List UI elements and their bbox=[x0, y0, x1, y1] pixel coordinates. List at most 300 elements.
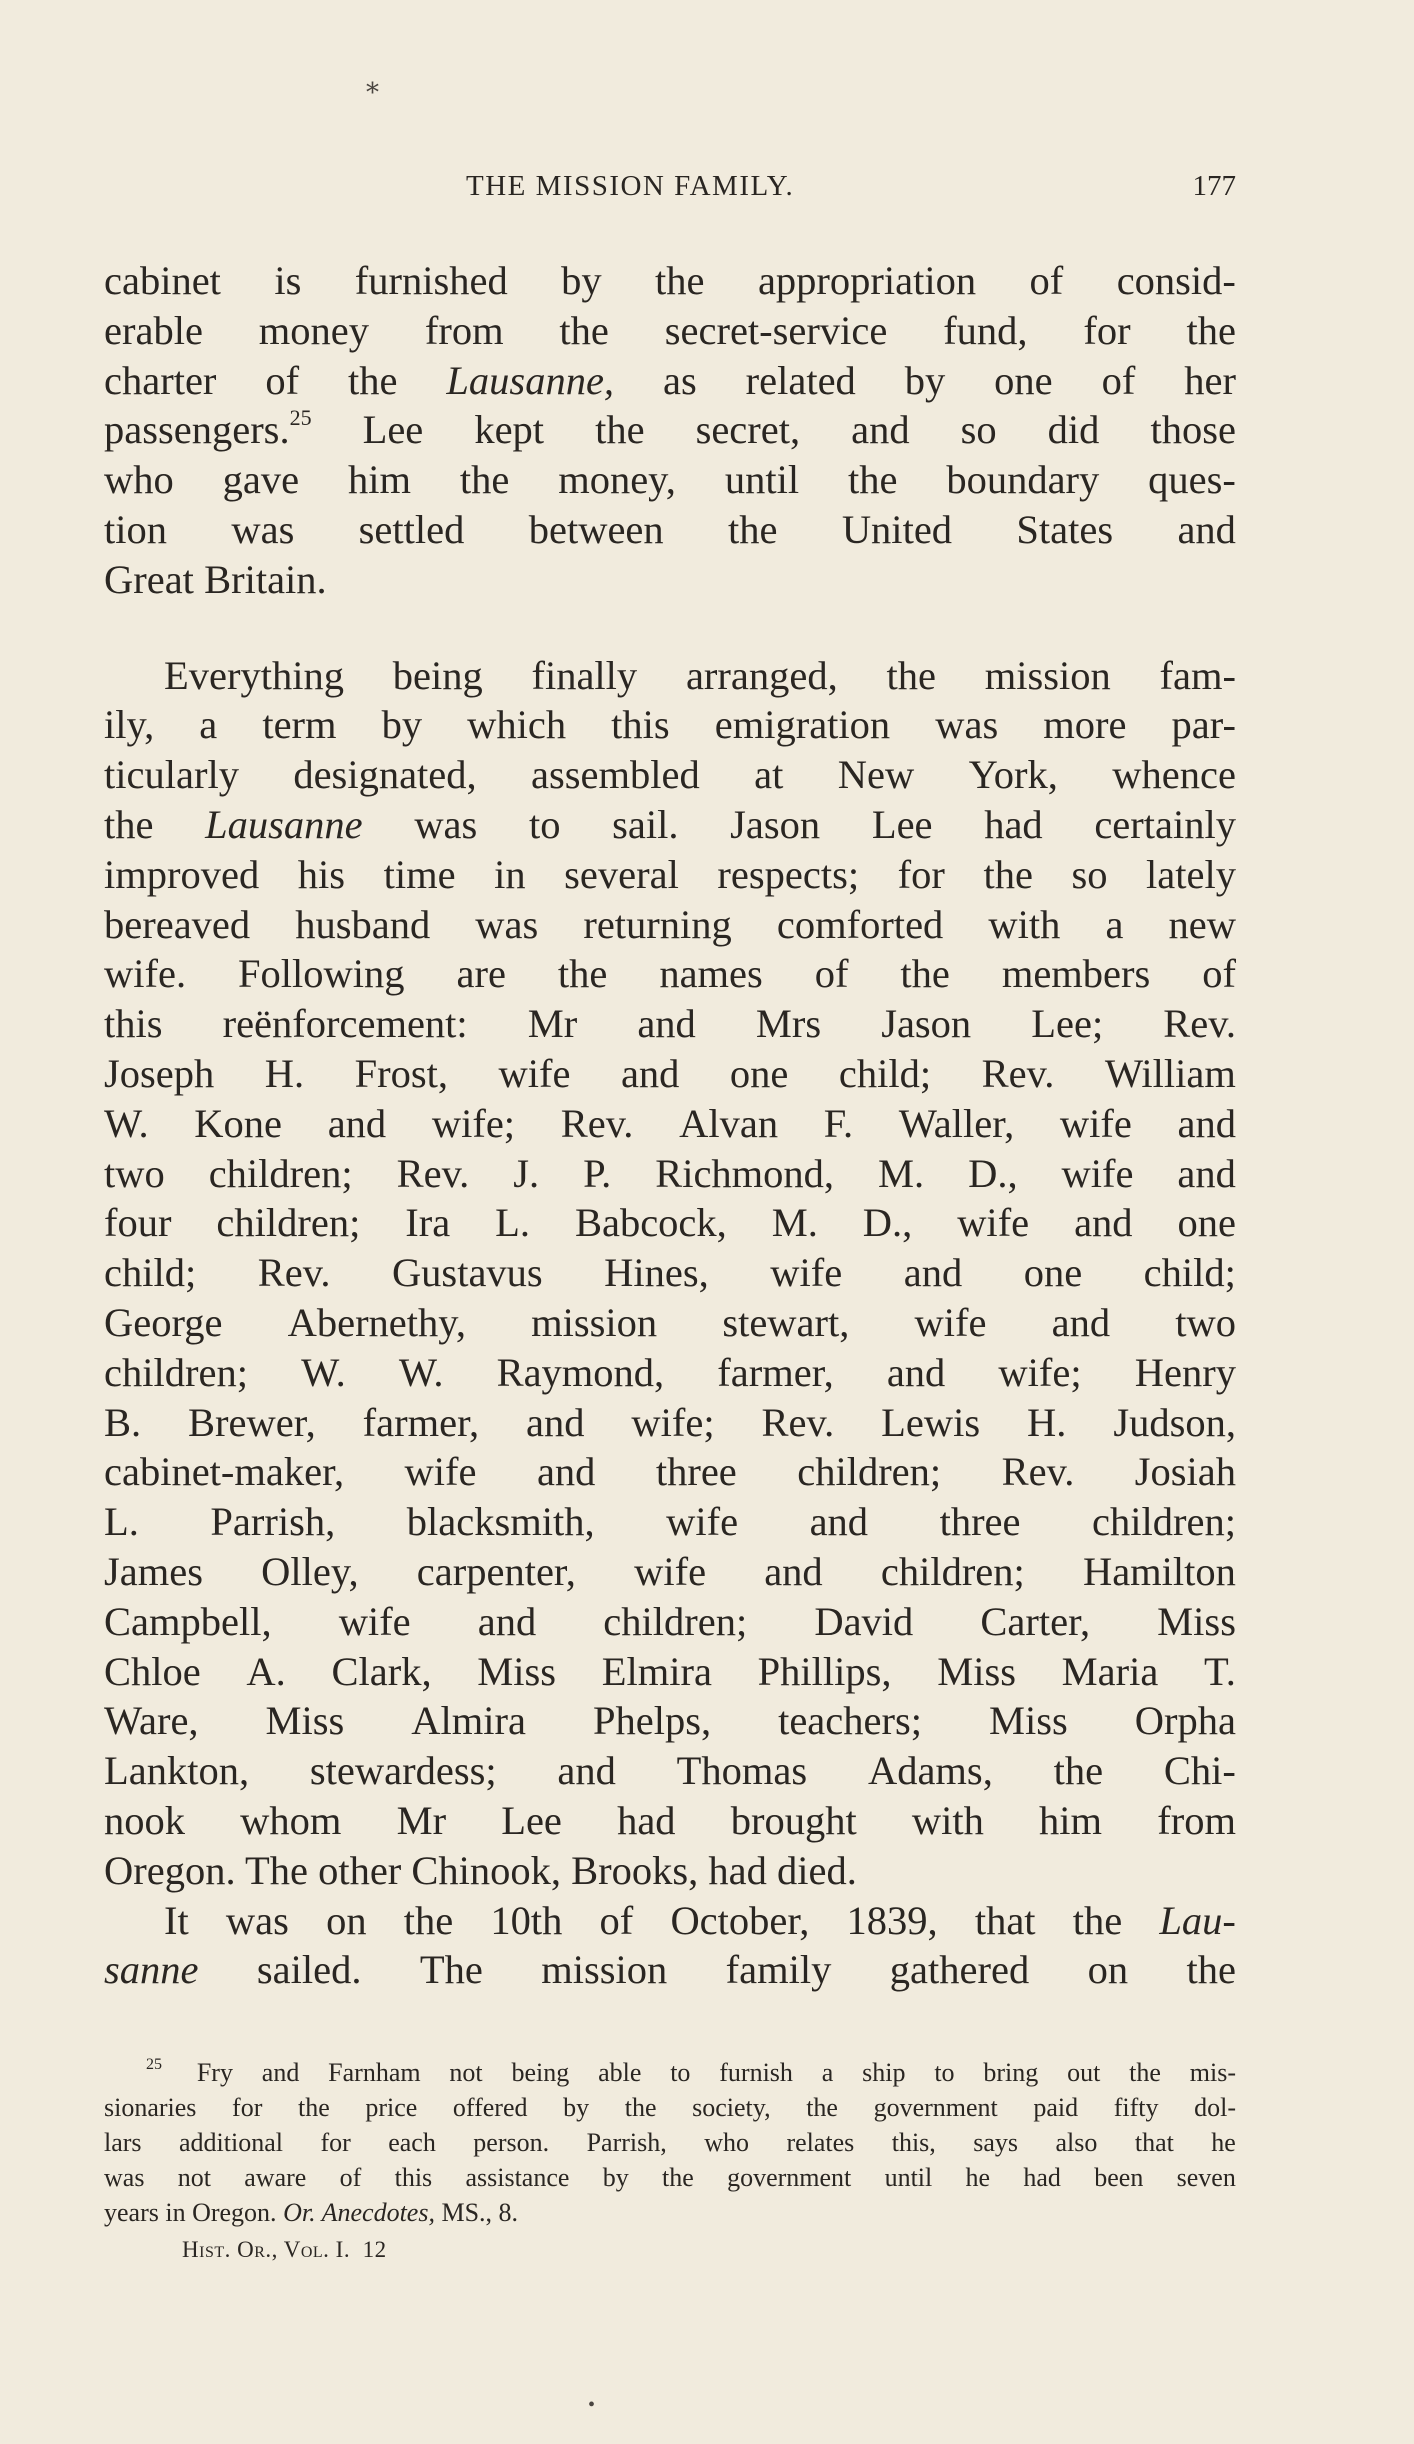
word: Parrish, bbox=[210, 1499, 336, 1545]
word: stewardess; bbox=[309, 1748, 497, 1794]
word: Orpha bbox=[1134, 1698, 1236, 1744]
word: whom bbox=[240, 1797, 342, 1843]
word: wife bbox=[1059, 1100, 1132, 1146]
signature-mark bbox=[182, 2237, 387, 2263]
word: Miss bbox=[937, 1648, 1016, 1694]
word: the bbox=[806, 2093, 838, 2122]
word: cabinet-maker, bbox=[104, 1449, 345, 1495]
ship-name: sanne bbox=[104, 1947, 199, 1993]
word: by bbox=[381, 702, 423, 748]
word: and bbox=[886, 1349, 946, 1395]
word: Clark, bbox=[331, 1648, 432, 1694]
word: mission bbox=[531, 1299, 658, 1345]
word: nook bbox=[104, 1797, 185, 1843]
word: furnish bbox=[719, 2058, 793, 2087]
word: Rev. bbox=[396, 1150, 470, 1196]
word: this bbox=[394, 2163, 433, 2192]
word: Josiah bbox=[1134, 1449, 1236, 1495]
text-line bbox=[104, 1049, 1236, 1099]
word: one bbox=[729, 1050, 789, 1096]
word: certainly bbox=[1094, 801, 1236, 847]
word: was bbox=[935, 702, 999, 748]
word: Maria bbox=[1061, 1648, 1159, 1694]
word: one bbox=[1023, 1250, 1083, 1296]
word: designated, bbox=[293, 752, 477, 798]
word: lately bbox=[1146, 851, 1236, 897]
word: Phelps, bbox=[592, 1698, 712, 1744]
word: who bbox=[104, 457, 174, 503]
word: furnished bbox=[354, 258, 508, 303]
word: Mr bbox=[396, 1797, 447, 1843]
word: term bbox=[262, 702, 337, 748]
word: and bbox=[477, 1598, 537, 1644]
word: that bbox=[974, 1897, 1036, 1943]
word: assembled bbox=[531, 752, 700, 798]
word: a bbox=[199, 702, 218, 748]
footnote-line bbox=[104, 2055, 1236, 2090]
word: Frost, bbox=[354, 1050, 448, 1096]
word: and bbox=[327, 1100, 387, 1146]
word: consid- bbox=[1116, 258, 1236, 303]
word: George bbox=[104, 1299, 223, 1345]
word: bring bbox=[983, 2058, 1039, 2087]
word: and bbox=[525, 1399, 585, 1445]
word: Mr bbox=[527, 1001, 578, 1047]
word: from bbox=[424, 307, 504, 353]
word: Phillips, bbox=[757, 1648, 892, 1694]
word: returning bbox=[583, 901, 732, 947]
word: fund, bbox=[943, 307, 1028, 353]
word: Rev. bbox=[1163, 1001, 1236, 1047]
word: each bbox=[388, 2128, 436, 2157]
word: improved bbox=[104, 851, 260, 897]
word: and bbox=[637, 1001, 696, 1047]
word: the bbox=[104, 801, 154, 847]
word: wife. bbox=[104, 951, 187, 997]
word: Lee; bbox=[1031, 1001, 1104, 1047]
word: blacksmith, bbox=[406, 1499, 595, 1545]
word: related bbox=[745, 357, 856, 403]
word: ship bbox=[862, 2058, 906, 2087]
word: Rev. bbox=[1001, 1449, 1075, 1495]
word: money bbox=[258, 307, 369, 353]
word: a bbox=[1105, 901, 1124, 947]
footnote-source: Or. Anecdotes, bbox=[283, 2198, 435, 2227]
footnote-line bbox=[104, 2160, 1236, 2195]
word: and bbox=[851, 407, 910, 453]
word-with-ref bbox=[104, 405, 312, 455]
word: stewart, bbox=[722, 1299, 850, 1345]
word: and bbox=[557, 1748, 616, 1794]
word: Miss bbox=[265, 1698, 345, 1744]
word: three bbox=[655, 1449, 737, 1495]
word: the bbox=[624, 2093, 657, 2122]
word: Lankton, bbox=[104, 1748, 250, 1794]
word: fam- bbox=[1159, 652, 1236, 698]
word: 10th bbox=[490, 1897, 563, 1943]
word: wife bbox=[634, 1548, 707, 1594]
text-line bbox=[104, 306, 1236, 356]
word: one bbox=[994, 357, 1053, 403]
word: L. bbox=[495, 1200, 531, 1246]
word: brought bbox=[730, 1797, 857, 1843]
word: cabinet bbox=[104, 258, 221, 303]
word: family bbox=[725, 1947, 832, 1993]
word: Gustavus bbox=[391, 1250, 543, 1296]
text-line bbox=[104, 800, 1236, 850]
word: W. bbox=[301, 1349, 346, 1395]
word: P. bbox=[583, 1150, 612, 1196]
word: Alvan bbox=[679, 1100, 779, 1146]
word: Chi- bbox=[1163, 1748, 1236, 1794]
text-line bbox=[104, 1796, 1236, 1846]
word: until bbox=[884, 2163, 933, 2192]
word: and bbox=[620, 1050, 680, 1096]
word: wife bbox=[1061, 1150, 1134, 1196]
word: fifty bbox=[1113, 2093, 1159, 2122]
word: with bbox=[911, 1797, 984, 1843]
word: Jason bbox=[730, 801, 821, 847]
word: ticularly bbox=[104, 752, 239, 798]
word: to bbox=[934, 2058, 955, 2087]
word: Carter, bbox=[980, 1598, 1091, 1644]
word: several bbox=[564, 851, 679, 897]
text-line bbox=[104, 1896, 1236, 1946]
footnote-line bbox=[104, 2090, 1236, 2125]
word: the bbox=[886, 652, 936, 698]
word: secret-service bbox=[664, 307, 888, 353]
print-mark-bottom: • bbox=[588, 2394, 596, 2416]
word: child; bbox=[838, 1050, 932, 1096]
word: the bbox=[348, 357, 398, 403]
word: Everything bbox=[164, 652, 344, 698]
text-line bbox=[104, 1198, 1236, 1248]
word: gathered bbox=[889, 1947, 1030, 1993]
text-line bbox=[104, 256, 1236, 306]
text-line bbox=[104, 1248, 1236, 1298]
word: and bbox=[261, 2058, 300, 2087]
word: wife bbox=[666, 1499, 739, 1545]
word: and bbox=[764, 1548, 823, 1594]
ship-name: Lausanne, bbox=[446, 357, 615, 403]
word: W. bbox=[104, 1100, 149, 1146]
word: so bbox=[960, 407, 997, 453]
word: Olley, bbox=[261, 1548, 359, 1594]
word: did bbox=[1047, 407, 1100, 453]
word: him bbox=[347, 457, 411, 503]
word: for bbox=[320, 2128, 351, 2157]
word: sail. bbox=[612, 801, 679, 847]
word: new bbox=[1168, 901, 1236, 947]
word: wife bbox=[404, 1449, 477, 1495]
word: wife; bbox=[431, 1100, 516, 1146]
word: of bbox=[265, 357, 300, 403]
word: at bbox=[754, 752, 784, 798]
word: Henry bbox=[1134, 1349, 1236, 1395]
word: this bbox=[611, 702, 670, 748]
word: two bbox=[1175, 1299, 1236, 1345]
word: Lee bbox=[362, 407, 424, 453]
word: T. bbox=[1204, 1648, 1236, 1694]
word: says bbox=[973, 2128, 1019, 2157]
text-line bbox=[104, 900, 1236, 950]
signature-number: 12 bbox=[362, 2237, 387, 2262]
word: is bbox=[274, 258, 302, 303]
word: children; bbox=[603, 1598, 748, 1644]
word: was bbox=[104, 2163, 145, 2192]
text-line bbox=[104, 1099, 1236, 1149]
word: Lee bbox=[501, 1797, 562, 1843]
word: been bbox=[1094, 2163, 1144, 2192]
word: New bbox=[837, 752, 915, 798]
word: passengers. bbox=[104, 407, 290, 453]
word: Fry bbox=[196, 2058, 233, 2087]
word: for bbox=[897, 851, 945, 897]
footnote-line bbox=[104, 2125, 1236, 2160]
word: Campbell, bbox=[104, 1598, 272, 1644]
word: being bbox=[511, 2058, 570, 2087]
word: price bbox=[365, 2093, 418, 2122]
footnote-ref: 25 bbox=[289, 405, 312, 431]
word: boundary bbox=[946, 457, 1100, 503]
text-line bbox=[104, 750, 1236, 800]
word: carpenter, bbox=[416, 1548, 576, 1594]
word: was bbox=[225, 1897, 289, 1943]
text-line bbox=[104, 700, 1236, 750]
word: names bbox=[659, 951, 763, 997]
word: the bbox=[559, 307, 609, 353]
footnote-text: years in Oregon. bbox=[104, 2198, 277, 2227]
word: Rev. bbox=[560, 1100, 634, 1146]
word: a bbox=[821, 2058, 834, 2087]
text-line bbox=[104, 1746, 1236, 1796]
word: secret, bbox=[695, 407, 801, 453]
word: wife bbox=[498, 1050, 571, 1096]
word: those bbox=[1150, 407, 1236, 453]
word: Judson, bbox=[1113, 1399, 1236, 1445]
word: Elmira bbox=[601, 1648, 712, 1694]
text-line bbox=[104, 651, 1236, 701]
text-line bbox=[104, 455, 1236, 505]
word: assistance bbox=[465, 2163, 570, 2192]
word: and bbox=[536, 1449, 596, 1495]
word: the bbox=[1186, 307, 1236, 353]
word: so bbox=[1071, 851, 1108, 897]
word: Ira bbox=[405, 1200, 451, 1246]
word: the bbox=[1186, 1947, 1236, 1993]
text-line bbox=[104, 1647, 1236, 1697]
word: Almira bbox=[411, 1698, 526, 1744]
word: kept bbox=[474, 407, 545, 453]
word: and bbox=[1177, 1100, 1236, 1146]
word: W. bbox=[398, 1349, 444, 1395]
word: Rev. bbox=[257, 1250, 331, 1296]
word: children; bbox=[880, 1548, 1025, 1594]
word: to bbox=[528, 801, 561, 847]
footnote-mark: 25 bbox=[146, 2056, 162, 2073]
word: D., bbox=[862, 1200, 913, 1246]
word: Parrish, bbox=[586, 2128, 667, 2157]
word: Abernethy, bbox=[287, 1299, 467, 1345]
word: Kone bbox=[194, 1100, 283, 1146]
word: until bbox=[724, 457, 800, 503]
word: Raymond, bbox=[496, 1349, 665, 1395]
word: par- bbox=[1171, 702, 1236, 748]
word: seven bbox=[1176, 2163, 1236, 2192]
word: that bbox=[1134, 2128, 1174, 2157]
word: the bbox=[297, 2093, 330, 2122]
word: the bbox=[900, 951, 950, 997]
word: children; bbox=[104, 1349, 248, 1395]
word: comforted bbox=[776, 901, 944, 947]
word: emigration bbox=[714, 702, 891, 748]
word: the bbox=[655, 258, 705, 303]
word: Brewer, bbox=[188, 1399, 316, 1445]
word: wife; bbox=[998, 1349, 1082, 1395]
word: Rev. bbox=[761, 1399, 835, 1445]
word: his bbox=[297, 851, 346, 897]
running-head-title: THE MISSION FAMILY. bbox=[466, 170, 795, 202]
word: had bbox=[984, 801, 1043, 847]
word: tion bbox=[104, 506, 168, 552]
word: the bbox=[847, 457, 898, 503]
word: in bbox=[494, 851, 526, 897]
word: mission bbox=[541, 1947, 668, 1993]
word: The bbox=[419, 1947, 483, 1993]
word: mis- bbox=[1189, 2058, 1236, 2087]
word: not bbox=[449, 2058, 483, 2087]
word: out bbox=[1067, 2058, 1101, 2087]
word: and bbox=[903, 1250, 963, 1296]
word: Farnham bbox=[328, 2058, 421, 2087]
word: government bbox=[873, 2093, 998, 2122]
word: the bbox=[1072, 1897, 1123, 1943]
word: Mrs bbox=[755, 1001, 822, 1047]
word: ily, bbox=[104, 702, 155, 748]
word: Rev. bbox=[981, 1050, 1055, 1096]
word: mission bbox=[984, 652, 1111, 698]
text-line bbox=[104, 949, 1236, 999]
word: Joseph bbox=[104, 1050, 215, 1096]
text-line bbox=[104, 1298, 1236, 1348]
word: Miss bbox=[988, 1698, 1068, 1744]
text-line bbox=[104, 1597, 1236, 1647]
word: for bbox=[232, 2093, 263, 2122]
word: by bbox=[561, 258, 602, 303]
word: with bbox=[988, 901, 1061, 947]
word: wife bbox=[957, 1200, 1030, 1246]
text-line: Oregon. The other Chinook, Brooks, had died. bbox=[104, 1847, 857, 1893]
word: Lewis bbox=[881, 1399, 981, 1445]
word: York, bbox=[968, 752, 1058, 798]
ship-name: Lau- bbox=[1159, 1897, 1236, 1943]
word: sionaries bbox=[104, 2093, 197, 2122]
word: which bbox=[467, 702, 567, 748]
page-number: 177 bbox=[1192, 170, 1236, 202]
word: husband bbox=[295, 901, 431, 947]
word: members bbox=[1001, 951, 1151, 997]
word: Adams, bbox=[867, 1748, 993, 1794]
word: arranged, bbox=[685, 652, 838, 698]
word: he bbox=[965, 2163, 991, 2192]
text-line bbox=[104, 999, 1236, 1049]
signature-title: Hist. Or., Vol. I. bbox=[182, 2237, 351, 2262]
word: Hines, bbox=[604, 1250, 709, 1296]
word: finally bbox=[531, 652, 638, 698]
word: by bbox=[563, 2093, 590, 2122]
word: wife bbox=[914, 1299, 987, 1345]
word: Thomas bbox=[676, 1748, 808, 1794]
word: David bbox=[814, 1598, 914, 1644]
ship-name: Lausanne bbox=[205, 801, 363, 847]
word: and bbox=[1177, 506, 1236, 552]
word: appropriation bbox=[757, 258, 977, 303]
word: he bbox=[1211, 2128, 1236, 2157]
word: children; bbox=[797, 1449, 942, 1495]
word: H. bbox=[264, 1050, 305, 1096]
word: the bbox=[1053, 1748, 1104, 1794]
word: who bbox=[704, 2128, 749, 2157]
word: more bbox=[1043, 702, 1127, 748]
word: H. bbox=[1027, 1399, 1067, 1445]
word: four bbox=[104, 1200, 172, 1246]
word: and bbox=[1074, 1200, 1133, 1246]
text-line bbox=[104, 1945, 1236, 1995]
footnote-lead bbox=[146, 2055, 168, 2090]
word: teachers; bbox=[778, 1698, 922, 1744]
word: wife bbox=[770, 1250, 843, 1296]
word: B. bbox=[104, 1399, 142, 1445]
word: J. bbox=[513, 1150, 540, 1196]
word: lars bbox=[104, 2128, 142, 2157]
text-line bbox=[104, 1398, 1236, 1448]
word: erable bbox=[104, 307, 203, 353]
word: three bbox=[939, 1499, 1021, 1545]
word: the bbox=[728, 506, 778, 552]
word: him bbox=[1039, 1797, 1103, 1843]
word: children; bbox=[1092, 1499, 1236, 1545]
text-line bbox=[104, 405, 1236, 455]
word: not bbox=[177, 2163, 211, 2192]
word: United bbox=[841, 506, 953, 552]
word: M. bbox=[771, 1200, 818, 1246]
word: of bbox=[339, 2163, 362, 2192]
word: this bbox=[104, 1001, 163, 1047]
running-head bbox=[104, 170, 1236, 214]
word: the bbox=[983, 851, 1033, 897]
word: was bbox=[475, 901, 539, 947]
print-mark-top: ⁎ bbox=[366, 70, 379, 99]
body-text bbox=[104, 256, 1236, 1995]
text-line bbox=[104, 1696, 1236, 1746]
word: additional bbox=[179, 2128, 283, 2157]
word: of bbox=[1101, 357, 1136, 403]
word: Jason bbox=[881, 1001, 972, 1047]
word: the bbox=[459, 457, 510, 503]
word: William bbox=[1104, 1050, 1236, 1096]
text-line bbox=[104, 1547, 1236, 1597]
word: from bbox=[1157, 1797, 1236, 1843]
word: child; bbox=[1143, 1250, 1236, 1296]
text-line: Great Britain. bbox=[104, 556, 327, 602]
text-line bbox=[104, 850, 1236, 900]
word: L. bbox=[104, 1499, 139, 1545]
word: child; bbox=[104, 1250, 197, 1296]
word: Chloe bbox=[104, 1648, 201, 1694]
word: dol- bbox=[1194, 2093, 1236, 2122]
word: farmer, bbox=[717, 1349, 834, 1395]
word: Waller, bbox=[898, 1100, 1015, 1146]
